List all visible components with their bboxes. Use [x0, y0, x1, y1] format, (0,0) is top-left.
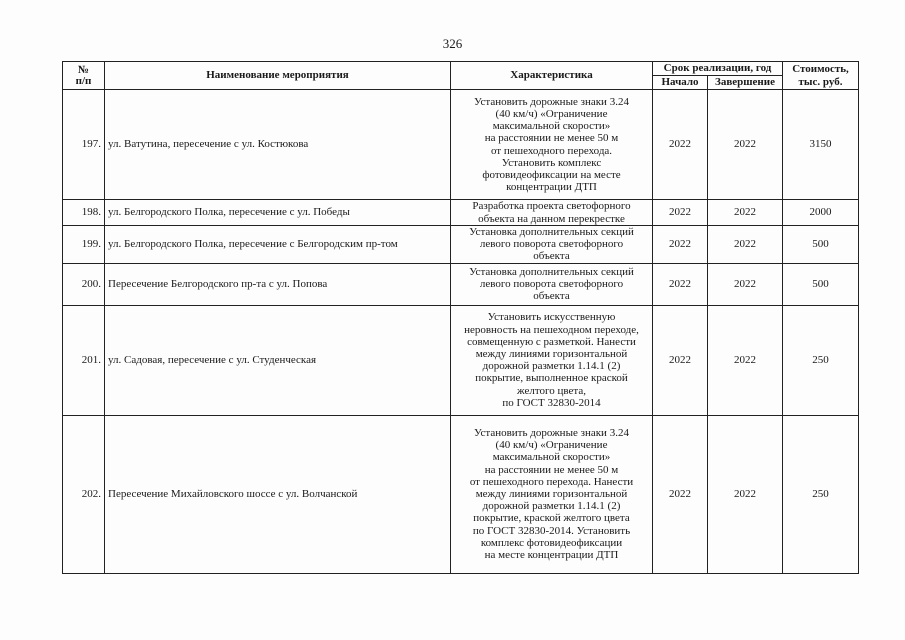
row-number: 202.	[63, 415, 105, 573]
table-row	[63, 90, 859, 200]
row-name: ул. Ватутина, пересечение с ул. Костюкова	[105, 90, 451, 200]
header-period: Срок реализации, год	[653, 62, 783, 76]
row-start-year: 2022	[653, 415, 708, 573]
row-start-year: 2022	[653, 200, 708, 226]
header-start: Начало	[653, 76, 708, 90]
row-start-year: 2022	[653, 90, 708, 200]
row-name: Пересечение Михайловского шоссе с ул. Волчанской	[105, 415, 451, 573]
header-end: Завершение	[708, 76, 783, 90]
row-cost: 3150	[783, 90, 859, 200]
row-description: Установить дорожные знаки 3.24 (40 км/ч) «Ограничение максимальной скорости» на расстоянии не менее 50 м от пешеходного перехода. Нанести между линиями горизонтальной дорожной разметки 1.14.1 (2) покрытие, краской желтого цвета по ГОСТ 32830-2014. Установить комплекс фотовидеофиксации на месте концентрации ДТП	[451, 415, 653, 573]
page-number: 326	[442, 36, 463, 51]
row-start-year: 2022	[653, 263, 708, 305]
row-name: ул. Белгородского Полка, пересечение с ул. Победы	[105, 200, 451, 226]
header-desc: Характеристика	[451, 62, 653, 90]
row-cost: 250	[783, 305, 859, 415]
row-number: 200.	[63, 263, 105, 305]
row-end-year: 2022	[708, 90, 783, 200]
table-row	[63, 200, 859, 226]
row-description: Разработка проекта светофорного объекта на данном перекрестке	[451, 200, 653, 226]
row-end-year: 2022	[708, 226, 783, 264]
measures-table	[62, 61, 859, 574]
table-row	[63, 415, 859, 573]
table-row	[63, 263, 859, 305]
row-cost: 500	[783, 263, 859, 305]
table-body	[63, 90, 859, 574]
row-cost: 500	[783, 226, 859, 264]
header-cost: Стоимость, тыс. руб.	[783, 62, 859, 90]
row-start-year: 2022	[653, 305, 708, 415]
row-cost: 250	[783, 415, 859, 573]
row-end-year: 2022	[708, 263, 783, 305]
row-number: 197.	[63, 90, 105, 200]
row-description: Установить искусственную неровность на пешеходном переходе, совмещенную с разметкой. Нанести между линиями горизонтальной дорожной разметки 1.14.1 (2) покрытие, выполненное краской желтого цвета, по ГОСТ 32830-2014	[451, 305, 653, 415]
row-number: 199.	[63, 226, 105, 264]
row-description: Установить дорожные знаки 3.24 (40 км/ч) «Ограничение максимальной скорости» на расстоянии не менее 50 м от пешеходного перехода. Установить комплекс фотовидеофиксации на месте концентрации ДТП	[451, 90, 653, 200]
row-number: 198.	[63, 200, 105, 226]
row-description: Установка дополнительных секций левого поворота светофорного объекта	[451, 226, 653, 264]
row-end-year: 2022	[708, 200, 783, 226]
table-row	[63, 226, 859, 264]
row-end-year: 2022	[708, 305, 783, 415]
row-cost: 2000	[783, 200, 859, 226]
row-name: ул. Белгородского Полка, пересечение с Белгородским пр-том	[105, 226, 451, 264]
row-name: ул. Садовая, пересечение с ул. Студенческая	[105, 305, 451, 415]
row-description: Установка дополнительных секций левого поворота светофорного объекта	[451, 263, 653, 305]
table-row	[63, 305, 859, 415]
row-number: 201.	[63, 305, 105, 415]
row-end-year: 2022	[708, 415, 783, 573]
header-name: Наименование мероприятия	[105, 62, 451, 90]
row-start-year: 2022	[653, 226, 708, 264]
header-num: № п/п	[63, 62, 105, 90]
row-name: Пересечение Белгородского пр-та с ул. Попова	[105, 263, 451, 305]
